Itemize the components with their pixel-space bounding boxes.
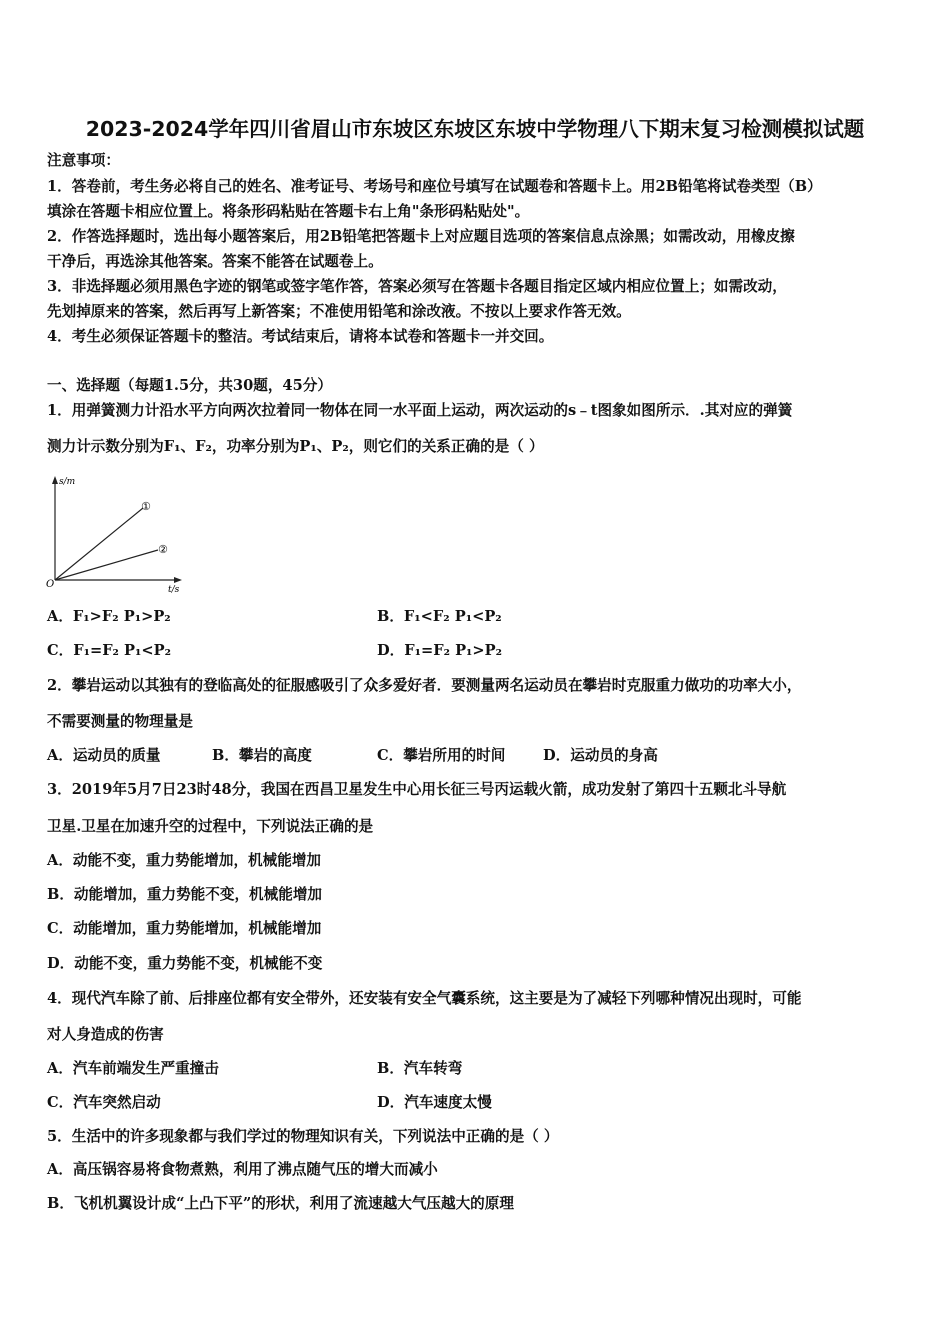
notice-line: 4．考生必须保证答题卡的整洁。考试结束后，请将本试卷和答题卡一并交回。 bbox=[47, 328, 554, 345]
question-3-text: 3．2019年5月7日23时48分，我国在西昌卫星发生中心用长征三号丙运载火箭，成功发射了第四十五颗北斗导航 bbox=[47, 781, 787, 798]
y-axis-arrow bbox=[52, 476, 58, 484]
notice-line: 1．答卷前，考生务必将自己的姓名、准考证号、考场号和座位号填写在试题卷和答题卡上。用2B铅笔将试卷类型（B） bbox=[47, 178, 822, 195]
question-1-text: 1．用弹簧测力计沿水平方向两次拉着同一物体在同一水平面上运动，两次运动的s﹣t图象如图所示．.其对应的弹簧 bbox=[47, 402, 793, 419]
notice-line: 先划掉原来的答案，然后再写上新答案；不准使用铅笔和涂改液。不按以上要求作答无效。 bbox=[47, 303, 631, 320]
x-axis-arrow bbox=[174, 577, 182, 583]
x-axis-label: t/s bbox=[168, 585, 180, 595]
s-t-graph bbox=[40, 472, 190, 597]
notice-line: 填涂在答题卡相应位置上。将条形码粘贴在答题卡右上角"条形码粘贴处"。 bbox=[47, 203, 530, 220]
q3-option-c: C．动能增加，重力势能增加，机械能增加 bbox=[47, 920, 322, 937]
line-2 bbox=[55, 550, 158, 580]
q2-option-a: A．运动员的质量 bbox=[47, 747, 161, 764]
question-4-text: 对人身造成的伤害 bbox=[47, 1026, 164, 1043]
q1-option-c: C．F₁=F₂ P₁<P₂ bbox=[47, 642, 171, 659]
q2-option-d: D．运动员的身高 bbox=[543, 747, 658, 764]
line-1 bbox=[55, 508, 143, 580]
line-2-label: ② bbox=[158, 543, 168, 556]
q4-option-c: C．汽车突然启动 bbox=[47, 1094, 161, 1111]
notice-line: 干净后，再选涂其他答案。答案不能答在试题卷上。 bbox=[47, 253, 383, 270]
question-5-text: 5．生活中的许多现象都与我们学过的物理知识有关，下列说法中正确的是（ ） bbox=[47, 1128, 559, 1145]
q4-option-b: B．汽车转弯 bbox=[377, 1060, 463, 1077]
question-2-text: 不需要测量的物理量是 bbox=[47, 713, 193, 730]
question-3-text: 卫星.卫星在加速升空的过程中，下列说法正确的是 bbox=[47, 818, 374, 835]
q3-option-d: D．动能不变，重力势能不变，机械能不变 bbox=[47, 955, 323, 972]
q4-option-d: D．汽车速度太慢 bbox=[377, 1094, 492, 1111]
question-1-text: 测力计示数分别为F₁、F₂，功率分别为P₁、P₂，则它们的关系正确的是（ ） bbox=[47, 438, 544, 455]
notice-line: 2．作答选择题时，选出每小题答案后，用2B铅笔把答题卡上对应题目选项的答案信息点涂黑；如需改动，用橡皮擦 bbox=[47, 228, 795, 245]
notice-line: 3．非选择题必须用黑色字迹的钢笔或签字笔作答，答案必须写在答题卡各题目指定区域内相应位置上；如需改动， bbox=[47, 278, 787, 295]
q3-option-b: B．动能增加，重力势能不变，机械能增加 bbox=[47, 886, 323, 903]
q2-option-b: B．攀岩的高度 bbox=[212, 747, 312, 764]
question-2-text: 2．攀岩运动以其独有的登临高处的征服感吸引了众多爱好者．要测量两名运动员在攀岩时克服重力做功的功率大小， bbox=[47, 677, 802, 694]
page-title: 2023-2024学年四川省眉山市东坡区东坡区东坡中学物理八下期末复习检测模拟试题 bbox=[85, 117, 865, 141]
q4-option-a: A．汽车前端发生严重撞击 bbox=[47, 1060, 219, 1077]
notice-heading: 注意事项： bbox=[47, 152, 120, 169]
section-heading: 一、选择题（每题1.5分，共30题，45分） bbox=[47, 377, 332, 394]
origin-label: O bbox=[46, 579, 55, 590]
line-1-label: ① bbox=[141, 500, 151, 513]
q5-option-a: A．高压锅容易将食物煮熟，利用了沸点随气压的增大而减小 bbox=[47, 1161, 438, 1178]
q1-option-d: D．F₁=F₂ P₁>P₂ bbox=[377, 642, 503, 659]
q1-option-b: B．F₁<F₂ P₁<P₂ bbox=[377, 608, 502, 625]
y-axis-label: s/m bbox=[59, 477, 76, 487]
q5-option-b: B．飞机机翼设计成“上凸下平”的形状，利用了流速越大气压越大的原理 bbox=[47, 1195, 514, 1212]
q2-option-c: C．攀岩所用的时间 bbox=[377, 747, 506, 764]
question-4-text: 4．现代汽车除了前、后排座位都有安全带外，还安装有安全气囊系统，这主要是为了减轻下列哪种情况出现时，可能 bbox=[47, 990, 802, 1007]
q1-option-a: A．F₁>F₂ P₁>P₂ bbox=[47, 608, 171, 625]
q3-option-a: A．动能不变，重力势能增加，机械能增加 bbox=[47, 852, 322, 869]
